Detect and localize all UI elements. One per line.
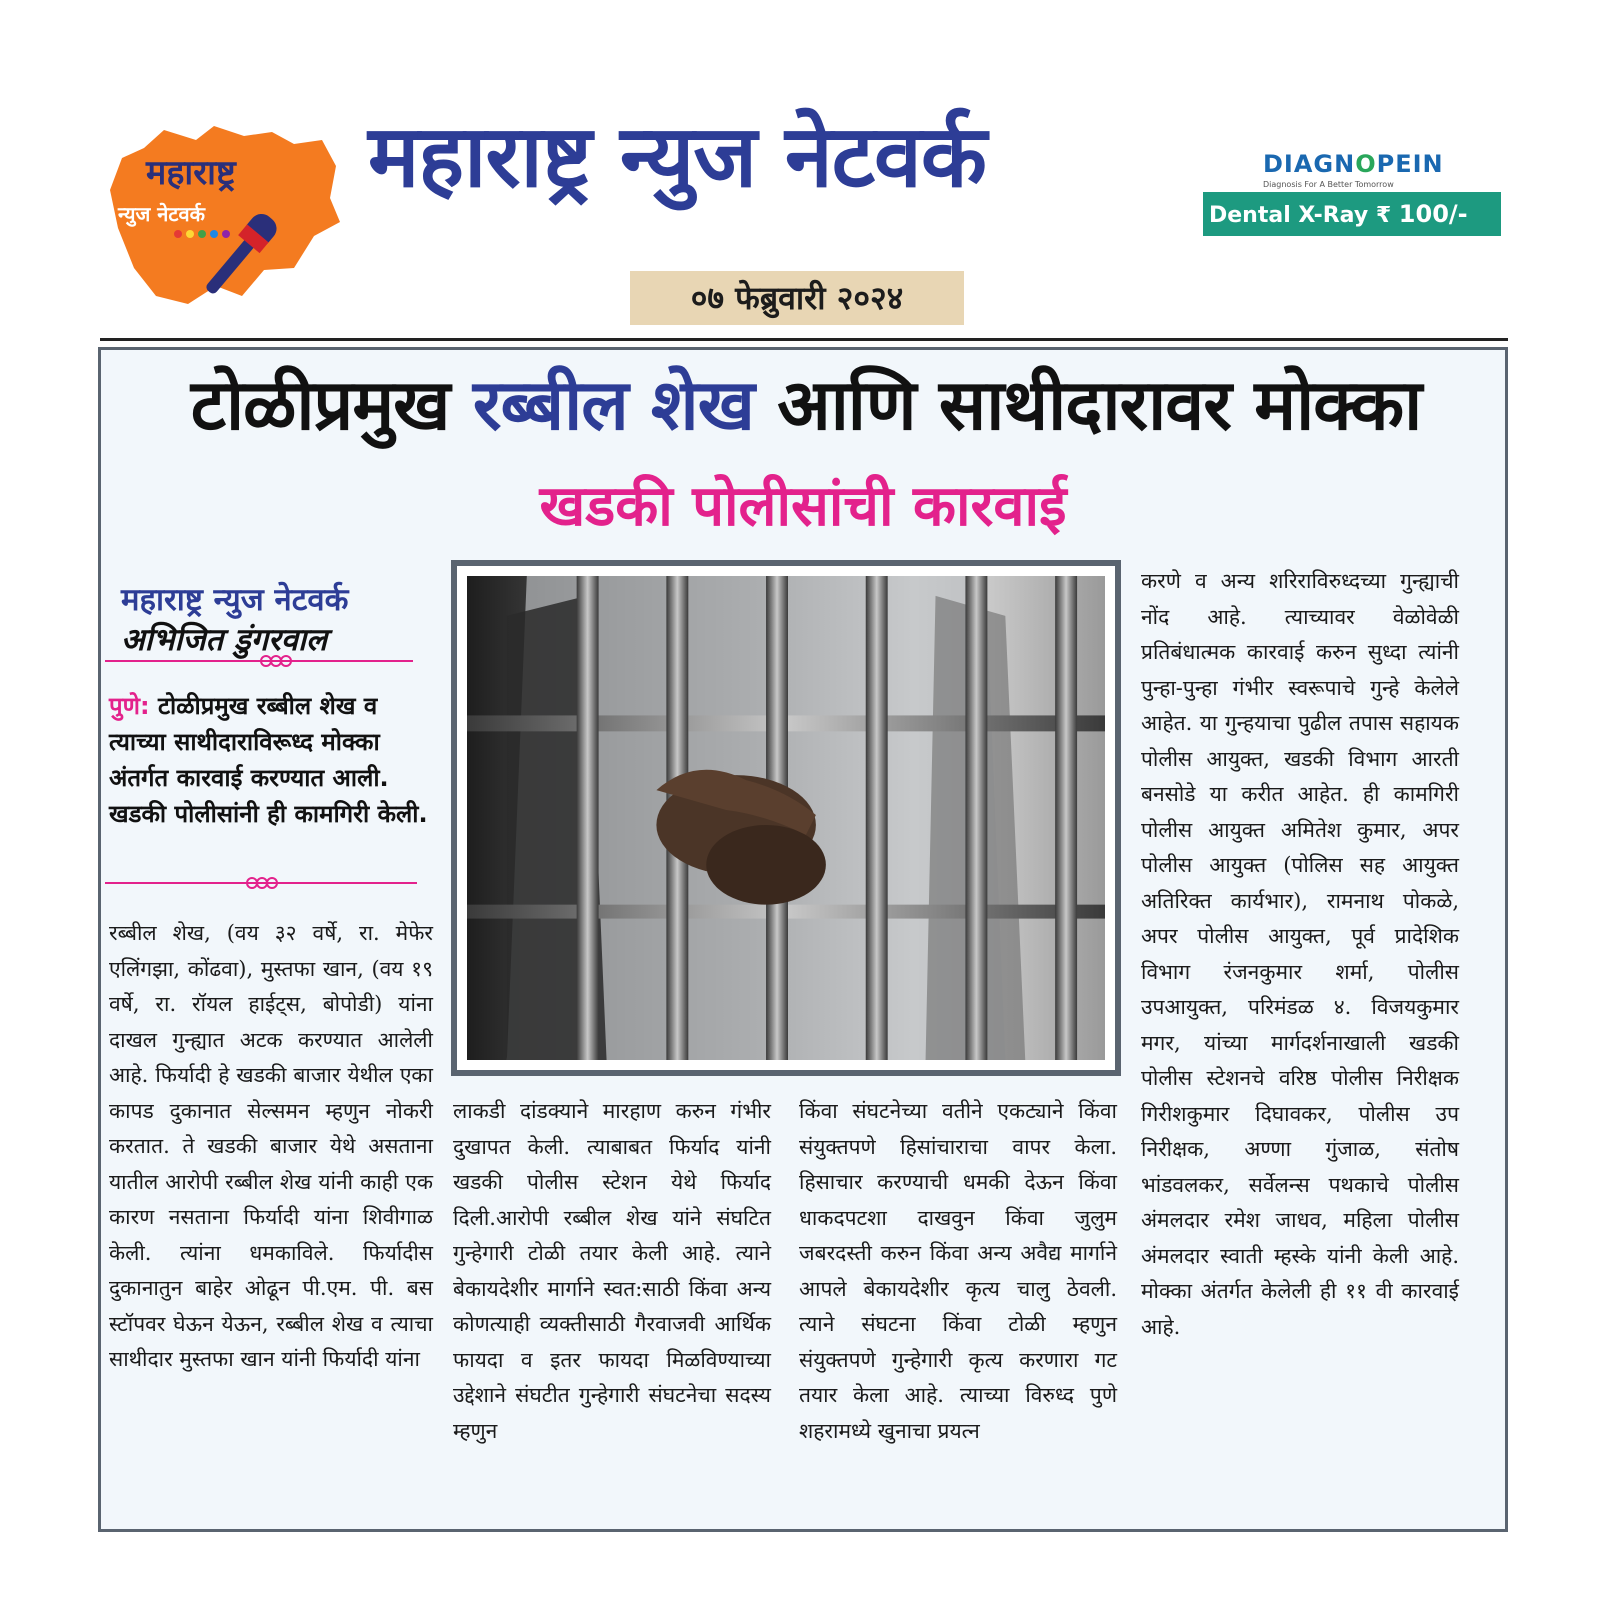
ad-tagline: Diagnosis For A Better Tomorrow (1263, 180, 1394, 189)
article-summary: पुणे: टोळीप्रमुख रब्बील शेख व त्याच्या साथीदाराविरूध्द मोक्का अंतर्गत कारवाई करण्यात आली. खडकी पोलीसांनी ही कामगिरी केली. (109, 692, 428, 828)
masthead-logo (104, 118, 344, 318)
logo-title: महाराष्ट्र (146, 153, 236, 193)
masthead-rule (100, 338, 1508, 341)
divider-bottom (105, 876, 417, 890)
dateline-city: पुणे: (109, 692, 150, 720)
advertisement[interactable] (1203, 140, 1503, 236)
byline-org: महाराष्ट्र न्युज नेटवर्क (121, 582, 349, 618)
headline: टोळीप्रमुख रब्बील शेख आणि साथीदारावर मोक्का (190, 364, 1422, 446)
article-frame (98, 347, 1508, 1532)
logo-subtitle: न्युज नेटवर्क (118, 202, 205, 226)
masthead-title: महाराष्ट्र न्युज नेटवर्क (368, 107, 986, 207)
article-photo (451, 560, 1121, 1076)
article-column-3: किंवा संघटनेच्या वतीने एकट्याने किंवा संयुक्तपणे हिसांचाराचा वापर केला. हिसाचार करण्याची धमकी देऊन किंवा धाकदपटशा दाखवुन किंवा जुलुम जबरदस्ती करुन किंवा अन्य अवैद्य मार्गाने आपले बेकायदेशीर कृत्य चालु ठेवली. त्याने संघटना किंवा टोळी म्हणुन संयुक्तपणे गुन्हेगारी कृत्य करणारा गट तयार केला आहे. त्याच्या विरुध्द पुणे शहरामध्ये खुनाचा प्रयत्न (799, 1099, 1117, 1443)
article-column-4: करणे व अन्य शरिराविरुध्दच्या गुन्ह्याची नोंद आहे. त्याच्यावर वेळोवेळी प्रतिबंधात्मक कारवाई करुन सुध्दा त्यांनी पुन्हा-पुन्हा गंभीर स्वरूपाचे गुन्हे केलेले आहेत. या गुन्हयाचा पुढील तपास सहायक पोलीस आयुक्त, खडकी विभाग आरती बनसोडे या करीत आहेत. ही कामगिरी पोलीस आयुक्त अमितेश कुमार, अपर पोलीस आयुक्त (पोलिस सह आयुक्त अतिरिक्त कार्यभार), रामनाथ पोकळे, अपर पोलीस आयुक्त, पूर्व प्रादेशिक विभाग रंजनकुमार शर्मा, पोलीस उपआयुक्त, परिमंडळ ४. विजयकुमार मगर, यांच्या मार्गदर्शनाखाली खडकी पोलीस स्टेशनचे वरिष्ठ पोलीस निरीक्षक गिरीशकुमार दिघावकर, पोलीस उप निरीक्षक, अण्णा गुंजाळ, संतोष भांडवलकर, सर्वेलन्स पथकाचे पोलीस अंमलदार रमेश जाधव, महिला पोलीस अंमलदार स्वाती म्हस्के यांनी केली आहे. मोक्का अंतर्गत केलेली ही ११ वी कारवाई आहे. (1141, 569, 1459, 1339)
prison-bars-photo-icon (467, 576, 1105, 1060)
headline-name: रब्बील शेख (472, 364, 754, 446)
subheadline: खडकी पोलीसांची कारवाई (539, 474, 1067, 539)
ad-offer: Dental X-Ray ₹ 100/- (1203, 192, 1501, 236)
ad-brand: DIAGNOPEIN (1263, 150, 1444, 178)
article-column-2: लाकडी दांडक्याने मारहाण करुन गंभीर दुखापत केली. त्याबाबत फिर्याद यांनी खडकी पोलीस स्टेशन येथे फिर्याद दिली.आरोपी रब्बील शेख यांने संघटित गुन्हेगारी टोळी तयार केली आहे. त्याने बेकायदेशीर मार्गाने स्वत:साठी किंवा अन्य कोणत्याही व्यक्तीसाठी गैरवाजवी आर्थिक फायदा व इतर फायदा मिळविण्याच्या उद्देशाने संघटीत गुन्हेगारी संघटनेचा सदस्य म्हणुन (453, 1099, 771, 1443)
article-column-1: रब्बील शेख, (वय ३२ वर्षे, रा. मेफेर एलिंगझा, कोंढवा), मुस्तफा खान, (वय १९ वर्षे, रा. रॉयल हाईट्स, बोपोडी) यांना दाखल गुन्ह्यात अटक करण्यात आलेली आहे. फिर्यादी हे खडकी बाजार येथील एका कापड दुकानात सेल्समन म्हणुन नोकरी करतात. ते खडकी बाजार येथे असताना यातील आरोपी रब्बील शेख यांनी काही एक कारण नसताना फिर्यादी यांना शिवीगाळ केली. त्यांना धमकाविले. फिर्यादीस दुकानातुन बाहेर ओढून पी.एम. पी. बस स्टॉपवर घेऊन येऊन, रब्बील शेख व त्याचा साथीदार मुस्तफा खान यांनी फिर्यादी यांना (109, 921, 433, 1371)
logo-dots (174, 230, 230, 238)
divider-top (105, 654, 413, 668)
byline-name: अभिजित डुंगरवाल (121, 622, 327, 658)
publication-date: ०७ फेब्रुवारी २०२४ (630, 271, 964, 325)
